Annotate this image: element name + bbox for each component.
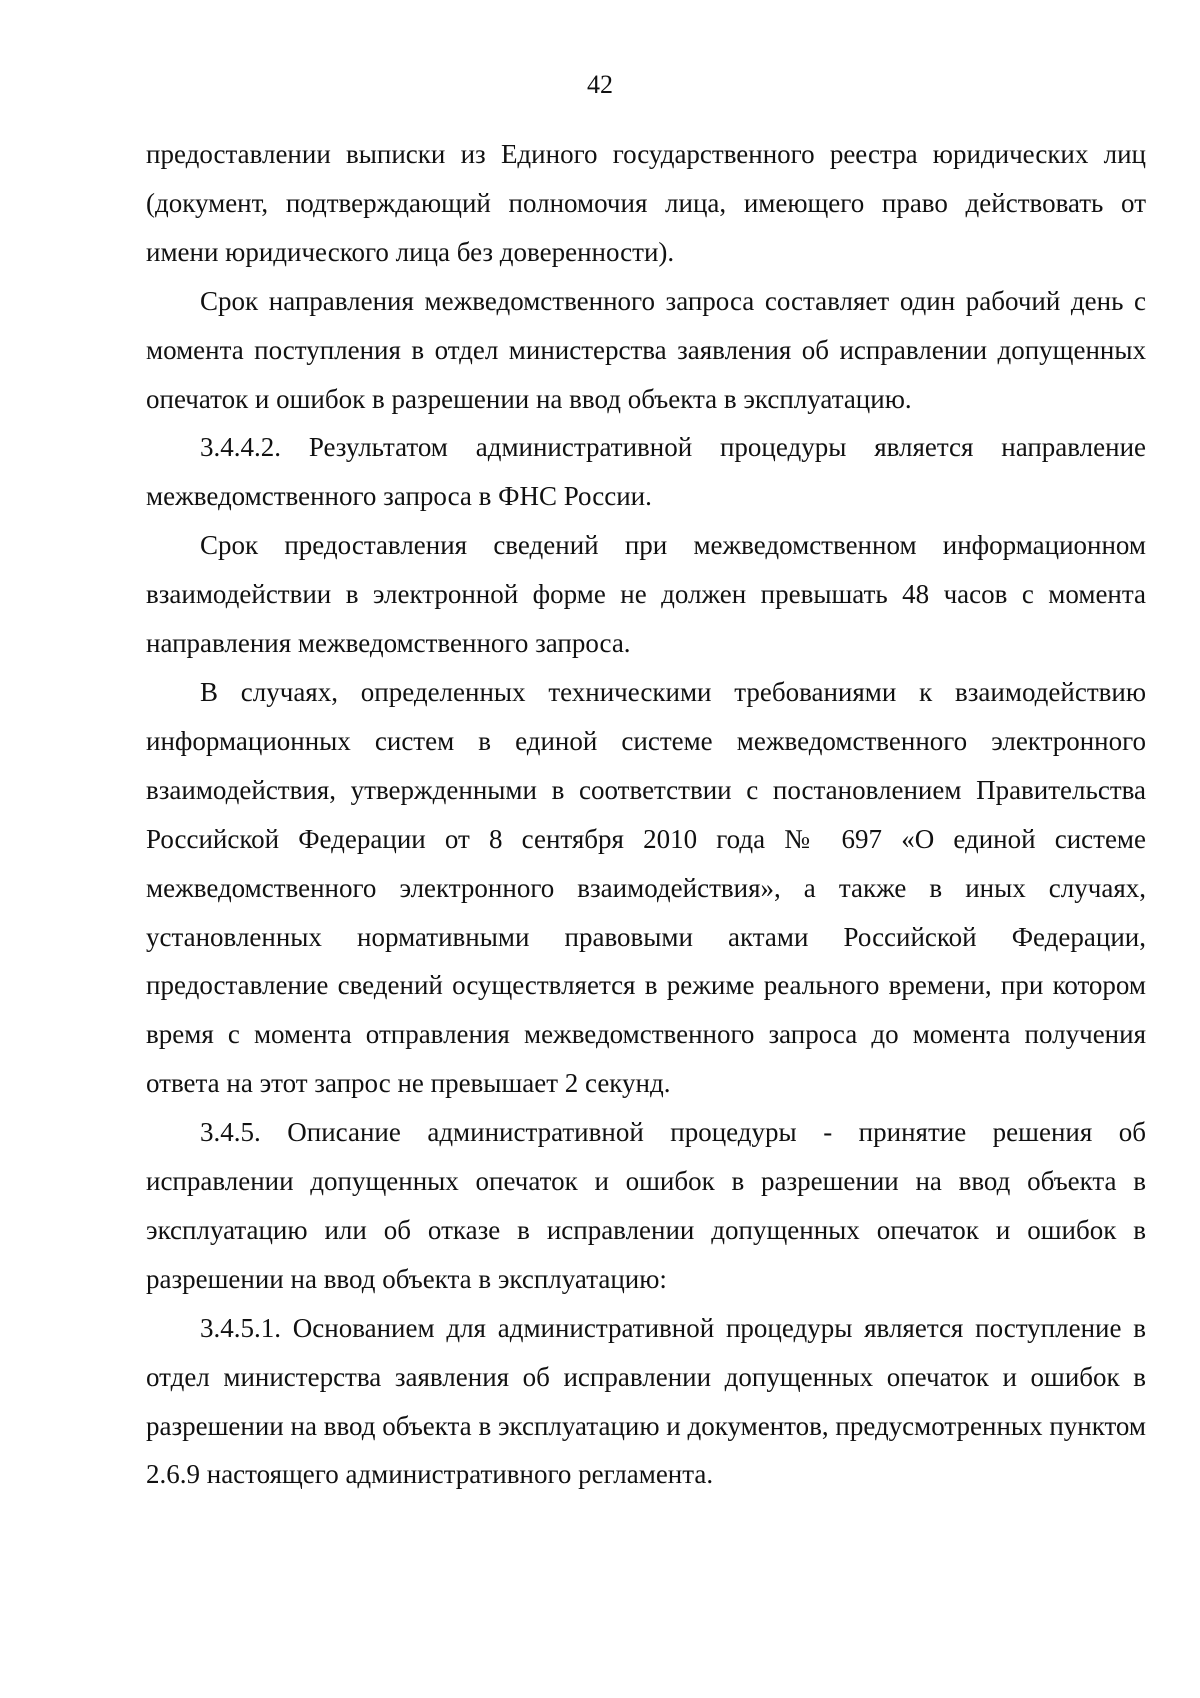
- paragraph-real-time-cases: В случаях, определенных техническими требованиями к взаимодействию информационных систем в единой системе межведомственного электронного взаимодействия, утвержденными в соответствии с постановлением Правительства Российской Федерации от 8 сентября 2010 года № 697 «О единой системе межведомственного электронного взаимодействия», а также в иных случаях, установленных нормативными правовыми актами Российской Федерации, предоставление сведений осуществляется в режиме реального времени, при котором время с момента отправления межведомственного запроса до момента получения ответа на этот запрос не превышает 2 секунд.: [146, 676, 1146, 1099]
- paragraph-3-4-4-2: 3.4.4.2. Результатом административной процедуры является направление межведомственного запроса в ФНС России.: [146, 432, 1146, 512]
- paragraph-3-4-5: 3.4.5. Описание административной процедуры - принятие решения об исправлении допущенных опечаток и ошибок в разрешении на ввод объекта в эксплуатацию или об отказе в исправлении допущенных опечаток и ошибок в разрешении на ввод объекта в эксплуатацию:: [146, 1117, 1146, 1294]
- document-body: [146, 130, 1146, 1499]
- paragraph-request-deadline: Срок направления межведомственного запроса составляет один рабочий день с момента поступления в отдел министерства заявления об исправлении допущенных опечаток и ошибок в разрешении на ввод объекта в эксплуатацию.: [146, 285, 1146, 414]
- paragraph-response-deadline: Срок предоставления сведений при межведомственном информационном взаимодействии в электронной форме не должен превышать 48 часов с момента направления межведомственного запроса.: [146, 530, 1146, 659]
- page-number: 42: [587, 70, 613, 99]
- paragraph-3-4-5-1: 3.4.5.1. Основанием для административной процедуры является поступление в отдел министерства заявления об исправлении допущенных опечаток и ошибок в разрешении на ввод объекта в эксплуатацию и документов, предусмотренных пунктом 2.6.9 настоящего административного регламента.: [146, 1312, 1146, 1490]
- paragraph-continuation: предоставлении выписки из Единого государственного реестра юридических лиц (документ, подтверждающий полномочия лица, имеющего право действовать от имени юридического лица без доверенности).: [146, 139, 1146, 267]
